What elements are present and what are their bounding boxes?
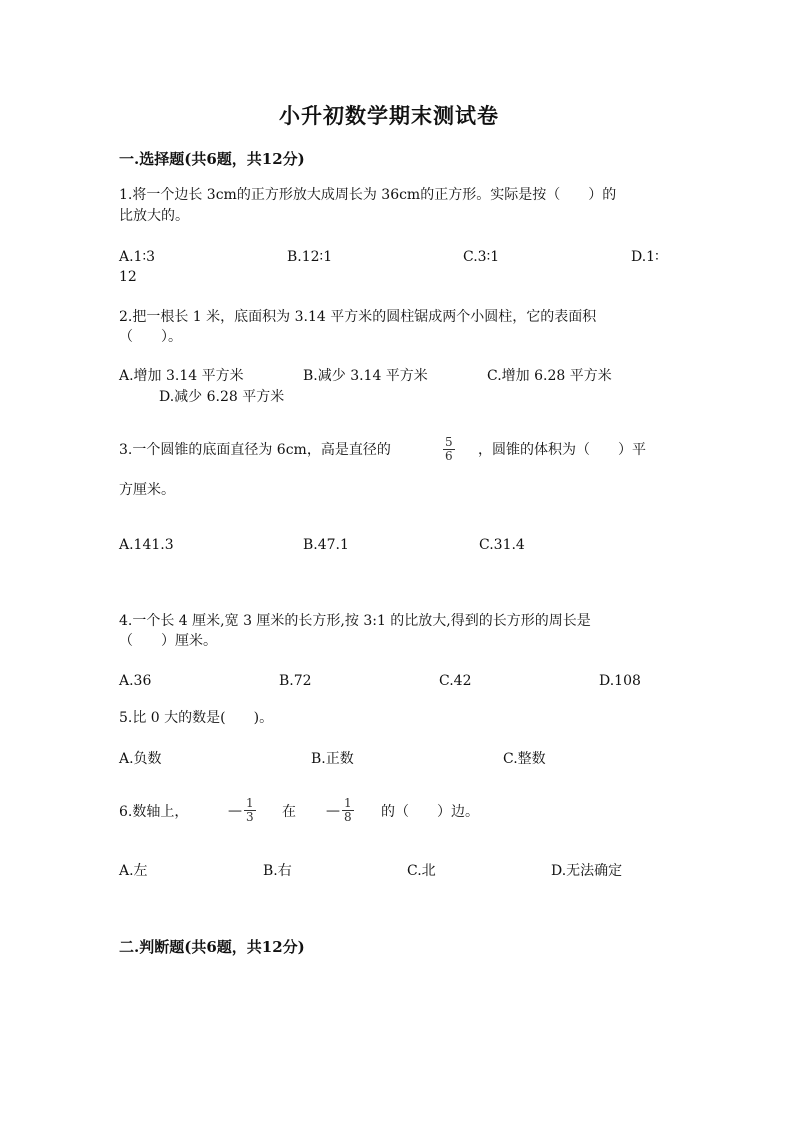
question-2-option-b: B.减少 3.14 平方米 [303, 368, 428, 384]
question-6-option-b: B.右 [263, 863, 292, 879]
fraction [244, 797, 256, 824]
question-5-option-b: B.正数 [311, 751, 354, 767]
question-6-option-c: C.北 [407, 863, 436, 879]
question-2-option-d: D.减少 6.28 平方米 [159, 389, 285, 405]
question-3-part-1: 3.一个圆锥的底面直径为 6cm，高是直径的 [119, 442, 391, 458]
question-3-option-c: C.31.4 [479, 537, 525, 553]
fraction-numerator: 1 [246, 796, 254, 810]
section-heading-choice: 一.选择题(共6题，共12分) [119, 150, 305, 168]
fraction-numerator: 1 [344, 796, 352, 810]
question-6-option-a: A.左 [119, 863, 148, 879]
question-1-line-2: 比放大的。 [119, 208, 189, 224]
question-1-option-a: A.1∶3 [119, 249, 156, 265]
minus-sign: — [326, 802, 340, 819]
question-1-option-b: B.12∶1 [287, 249, 333, 265]
fraction-negative-one-third [228, 797, 256, 824]
question-3-option-a: A.141.3 [119, 537, 174, 553]
question-1-option-d: D.1∶ [631, 249, 659, 265]
question-5-option-c: C.整数 [503, 751, 546, 767]
question-6-part-3: 的（ ）边。 [381, 804, 479, 820]
question-4-line-2: （ ）厘米。 [119, 633, 217, 649]
page-title: 小升初数学期末测试卷 [279, 103, 499, 128]
fraction [342, 797, 354, 824]
section-heading-judgement: 二.判断题(共6题，共12分) [119, 938, 305, 956]
minus-sign: — [228, 802, 242, 819]
question-3-option-b: B.47.1 [303, 537, 349, 553]
question-2-line-2: （ ）。 [119, 329, 182, 345]
fraction-negative-one-eighth [326, 797, 354, 824]
fraction-numerator: 5 [445, 435, 453, 449]
question-5-option-a: A.负数 [119, 751, 162, 767]
question-3-line-2: 方厘米。 [119, 482, 175, 498]
fraction-denominator: 3 [246, 810, 254, 824]
question-4-option-d: D.108 [599, 673, 641, 689]
question-5-line-1: 5.比 0 大的数是( )。 [119, 710, 274, 726]
question-2-option-c: C.增加 6.28 平方米 [487, 368, 612, 384]
question-6-option-d: D.无法确定 [551, 863, 623, 879]
fraction-five-sixths [443, 436, 455, 463]
question-4-option-a: A.36 [119, 673, 152, 689]
fraction-denominator: 8 [344, 810, 352, 824]
question-3-part-2: ，圆锥的体积为（ ）平 [478, 442, 646, 458]
question-4-option-c: C.42 [439, 673, 472, 689]
question-6-part-1: 6.数轴上， [119, 804, 189, 820]
question-2-option-a: A.增加 3.14 平方米 [119, 368, 244, 384]
question-6-part-2: 在 [282, 804, 296, 820]
question-1-line-1: 1.将一个边长 3cm的正方形放大成周长为 36cm的正方形。实际是按（ ）的 [119, 187, 617, 203]
question-4-option-b: B.72 [279, 673, 312, 689]
question-4-line-1: 4.一个长 4 厘米,宽 3 厘米的长方形,按 3:1 的比放大,得到的长方形的周长是 [119, 613, 591, 629]
question-1-option-c: C.3∶1 [463, 249, 500, 265]
question-1-option-d-continued: 12 [119, 269, 137, 285]
fraction-denominator: 6 [445, 449, 453, 463]
question-2-line-1: 2.把一根长 1 米，底面积为 3.14 平方米的圆柱锯成两个小圆柱，它的表面积 [119, 309, 597, 325]
